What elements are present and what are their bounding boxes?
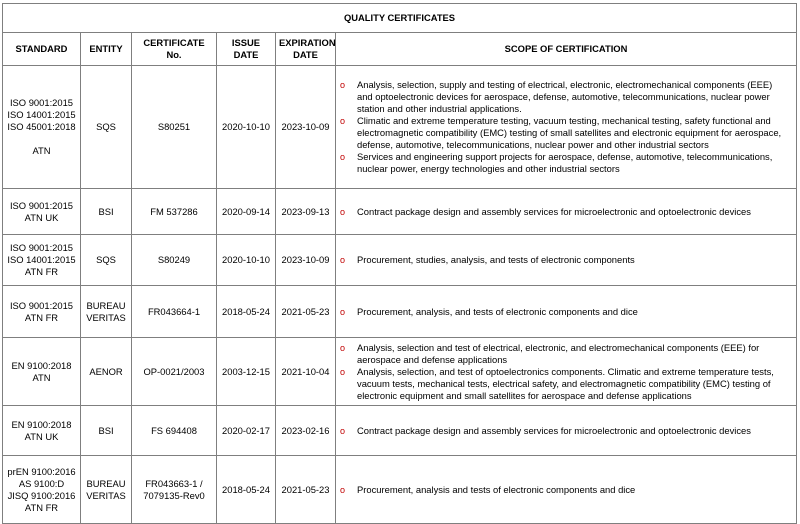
entity-cell [81,338,132,406]
entity-line: BUREAU [86,299,126,311]
scope-item [340,206,790,218]
line-gap [6,133,77,145]
quality-certificates-table [2,3,797,524]
table-row [3,338,797,406]
scope-cell [336,286,797,338]
header-expiration-date [276,33,336,66]
standard-cell [3,286,81,338]
scope-item [340,306,790,318]
standard-line: ATN [32,371,51,383]
certificate-cell [132,66,217,189]
standard-line: ATN UK [24,211,59,223]
certificate-line: FS 694408 [151,424,197,436]
standard-cell [3,406,81,456]
scope-cell [336,235,797,286]
expiration-date-cell: 2023-10-09 [276,235,336,286]
circle-bullet-icon: o [340,425,346,436]
standard-line: ISO 9001:2015 [9,199,74,211]
expiration-date-cell: 2021-05-23 [276,456,336,524]
entity-cell [81,189,132,235]
header-certificate: CERTIFICATE No. [132,33,217,66]
circle-bullet-icon: o [340,152,346,162]
scope-text: Climatic and extreme temperature testing, vacuum testing, mechanical testing, safety functional and electromagnetic compatibility (EMC) testing of small satellites and electronic equipment for aerospace, defense, automotive, telecommunications, nuclear power and other industrial sectors [357,115,782,150]
scope-item [340,366,790,402]
standard-line: ATN FR [24,501,59,513]
certificate-line: S80249 [157,254,191,265]
certificate-line: S80251 [157,121,191,132]
issue-date-cell: 2020-09-14 [217,189,276,235]
standard-line: ATN UK [24,430,59,442]
issue-date-cell: 2003-12-15 [217,338,276,406]
scope-text: Procurement, analysis, and tests of electronic components and dice [357,305,638,317]
circle-bullet-icon: o [340,366,346,377]
header-scope: SCOPE OF CERTIFICATION [336,33,797,66]
expiration-date-cell: 2023-10-09 [276,66,336,189]
table-row [3,286,797,338]
table-row [3,406,797,456]
certificate-cell [132,338,217,406]
scope-item [340,425,790,437]
certificate-cell [132,406,217,456]
entity-line: SQS [96,254,116,265]
header-entity: ENTITY [81,33,132,66]
entity-line: VERITAS [86,311,126,323]
entity-line: SQS [96,121,116,132]
issue-date-cell: 2020-02-17 [217,406,276,456]
circle-bullet-icon: o [340,255,346,265]
standard-cell [3,235,81,286]
table-title: QUALITY CERTIFICATES [3,4,797,33]
table-row [3,66,797,189]
standard-line: ISO 9001:2015 [9,97,74,108]
table-row [3,189,797,235]
issue-date-cell: 2020-10-10 [217,235,276,286]
scope-item [340,254,790,266]
circle-bullet-icon: o [340,206,346,217]
scope-text: Analysis, selection, supply and testing of electrical, electronic, electromechanical components (EEE) and optoelectronic devices for aerospace, defense, automotive, telecommunications, nuclear power station and other industrial applications. [357,79,773,114]
certificate-line: FR043663-1 / [145,477,203,489]
standard-line: ISO 14001:2015 [7,254,76,265]
standard-line: ATN [32,145,51,156]
scope-text: Procurement, studies, analysis, and tests of electronic components [357,254,635,265]
issue-date-cell: 2020-10-10 [217,66,276,189]
expiration-date-cell: 2021-05-23 [276,286,336,338]
expiration-date-cell: 2021-10-04 [276,338,336,406]
standard-line: ISO 9001:2015 [9,242,74,253]
expiration-date-cell: 2023-09-13 [276,189,336,235]
circle-bullet-icon: o [340,306,346,317]
entity-cell [81,235,132,286]
certificate-cell [132,456,217,524]
entity-cell [81,406,132,456]
standard-line: prEN 9100:2016 [7,465,76,477]
standard-cell [3,456,81,524]
certificate-line: FM 537286 [150,205,198,217]
entity-cell [81,66,132,189]
certificate-line: OP-0021/2003 [143,365,205,377]
issue-date-cell: 2018-05-24 [217,286,276,338]
scope-cell [336,406,797,456]
circle-bullet-icon: o [340,80,346,90]
circle-bullet-icon: o [340,484,346,495]
standard-line: EN 9100:2018 [11,359,72,371]
standard-cell [3,189,81,235]
scope-text: Contract package design and assembly services for microelectronic and optoelectronic devices [357,424,751,436]
header-issue-date: ISSUE DATE [217,33,276,66]
standard-line: ISO 45001:2018 [7,121,76,132]
scope-item [340,115,790,151]
scope-item [340,484,790,496]
standard-line: JISQ 9100:2016 [7,489,76,501]
scope-cell [336,338,797,406]
header-expiration-line2: DATE [293,49,318,60]
standard-cell [3,338,81,406]
title-row [3,4,797,33]
circle-bullet-icon: o [340,342,346,353]
expiration-date-cell: 2023-02-16 [276,406,336,456]
scope-cell [336,66,797,189]
entity-line: BUREAU [86,477,126,489]
header-standard: STANDARD [3,33,81,66]
entity-line: AENOR [89,365,123,377]
table-row [3,456,797,524]
entity-cell [81,456,132,524]
certificate-rows [3,66,797,524]
header-expiration-line1: EXPIRATION [279,37,336,48]
standard-line: ISO 14001:2015 [7,109,76,120]
circle-bullet-icon: o [340,116,346,126]
entity-line: BSI [98,424,114,436]
scope-item [340,79,790,115]
certificate-line: 7079135-Rev0 [143,489,205,501]
scope-text: Contract package design and assembly services for microelectronic and optoelectronic devices [357,205,751,217]
issue-date-cell: 2018-05-24 [217,456,276,524]
standard-cell [3,66,81,189]
entity-line: BSI [98,205,114,217]
scope-text: Services and engineering support projects for aerospace, defense, automotive, telecommunications, nuclear power, energy technologies and other industrial sectors [357,151,773,174]
standard-line: ISO 9001:2015 [9,299,74,311]
scope-text: Analysis, selection and test of electrical, electronic, and electromechanical components (EEE) for aerospace and defense applications [357,341,760,365]
certificate-cell [132,189,217,235]
standard-line: AS 9100:D [18,477,65,489]
scope-text: Procurement, analysis and tests of electronic components and dice [357,483,636,495]
certificate-cell [132,235,217,286]
table-row [3,235,797,286]
scope-item [340,342,790,366]
entity-cell [81,286,132,338]
header-row [3,33,797,66]
entity-line: VERITAS [86,489,126,501]
certificate-line: FR043664-1 [147,305,201,317]
scope-cell [336,456,797,524]
standard-line: ATN FR [24,266,59,277]
scope-item [340,151,790,175]
scope-cell [336,189,797,235]
standard-line: ATN FR [24,311,59,323]
standard-line: EN 9100:2018 [11,418,72,430]
scope-text: Analysis, selection, and test of optoelectronics components. Climatic and extreme temperature tests, vacuum tests, mechanical tests, electrical safety, and electromagnetic compatibility (EMC) testing of electronic equipment and small satellites for aerospace and defense applications [357,365,774,401]
certificate-cell [132,286,217,338]
